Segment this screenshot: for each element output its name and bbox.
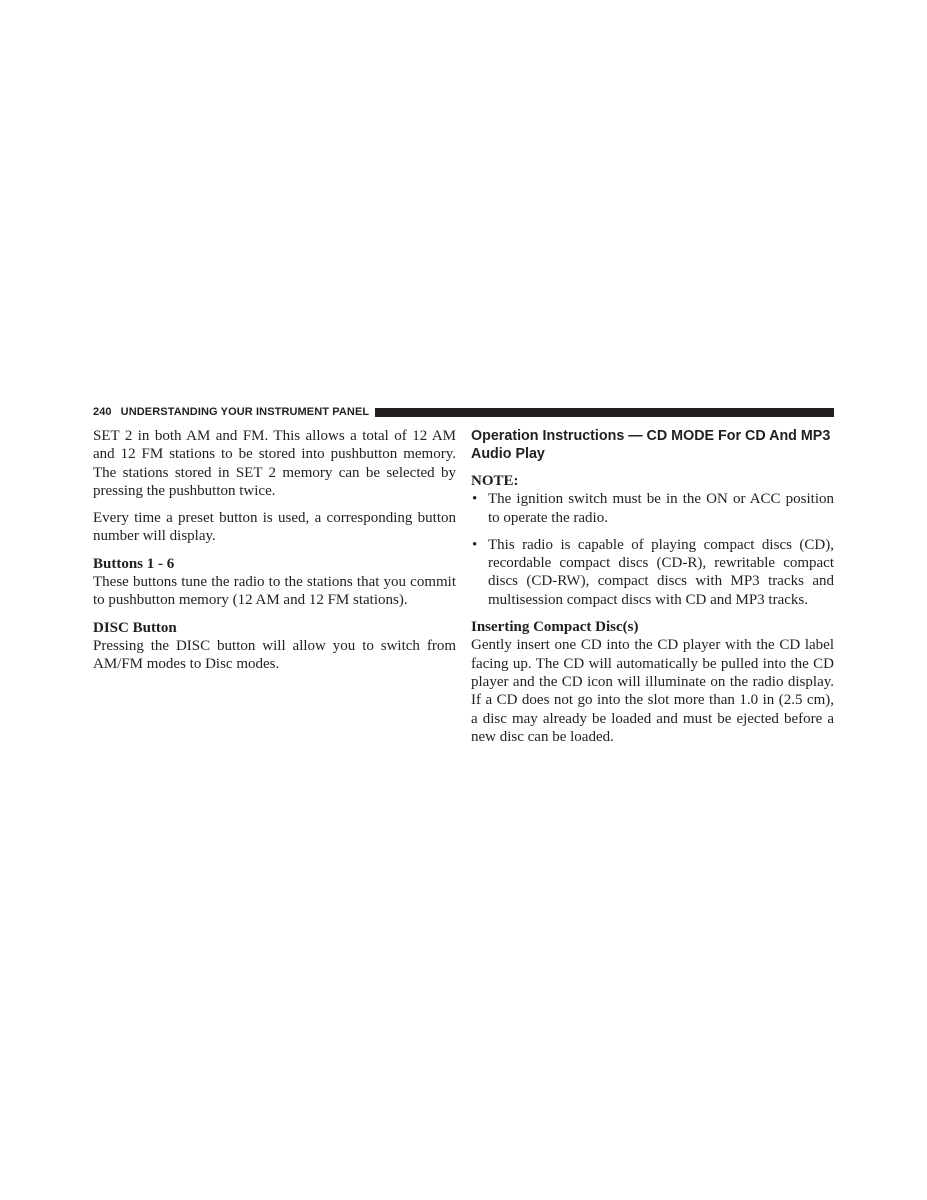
section-title: Operation Instructions — CD MODE For CD And MP3 Audio Play <box>471 428 831 462</box>
preset-paragraph: Every time a preset button is used, a corresponding button number will display. <box>93 510 456 545</box>
inserting-heading: Inserting Compact Disc(s) <box>471 619 639 636</box>
disc-button-paragraph: Pressing the DISC button will allow you to switch from AM/FM modes to Disc modes. <box>93 637 456 673</box>
note-label: NOTE: <box>471 473 519 489</box>
left-column <box>93 427 456 683</box>
right-column <box>471 427 834 755</box>
chapter-title: UNDERSTANDING YOUR INSTRUMENT PANEL <box>120 406 370 418</box>
page-header <box>93 405 834 419</box>
list-item <box>471 490 834 527</box>
bullet-text: This radio is capable of playing compact discs (CD), recordable compact discs (CD-R), rewritable compact discs (CD-RW), compact discs with MP3 tracks and multisession compact discs with CD and MP3 tracks. <box>488 536 834 608</box>
disc-button-heading: DISC Button <box>93 619 177 636</box>
list-item <box>471 536 834 609</box>
bullet-icon: • <box>472 536 478 553</box>
bullet-icon: • <box>472 491 478 508</box>
buttons-paragraph: These buttons tune the radio to the stations that you commit to pushbutton memory (12 AM and 12 FM stations). <box>93 574 456 609</box>
buttons-heading: Buttons 1 - 6 <box>93 555 175 572</box>
note-list <box>471 490 834 609</box>
set2-paragraph: SET 2 in both AM and FM. This allows a total of 12 AM and 12 FM stations to be stored into pushbutton memory. The stations stored in SET 2 memory can be selected by pressing the pushbutton twice. <box>93 428 456 499</box>
header-rule <box>375 408 834 417</box>
bullet-text: The ignition switch must be in the ON or ACC position to operate the radio. <box>488 491 834 526</box>
page-number: 240 <box>93 406 112 418</box>
inserting-paragraph: Gently insert one CD into the CD player with the CD label facing up. The CD will automatically be pulled into the CD player and the CD icon will illuminate on the radio display. If a CD does not go into the slot more than 1.0 in (2.5 cm), a disc may already be loaded and must be ejected before a new disc can be loaded. <box>471 637 834 745</box>
